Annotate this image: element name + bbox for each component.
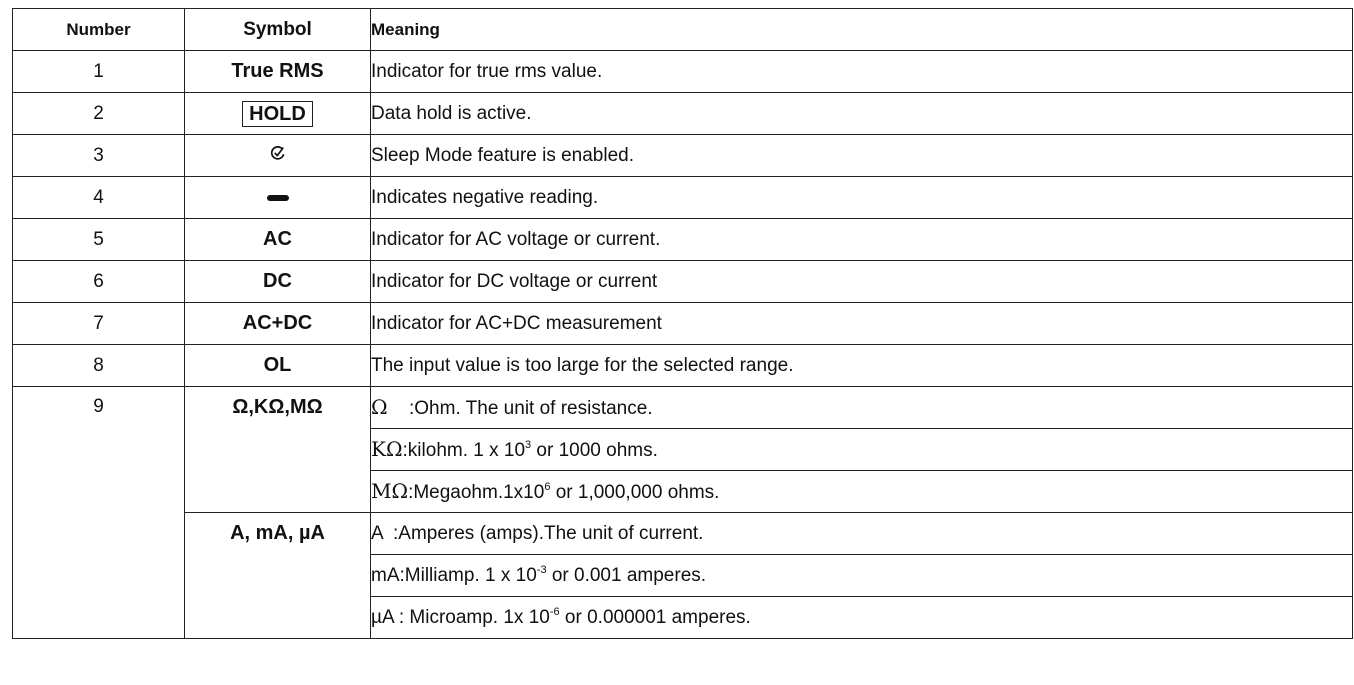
row-symbol: AC+DC [185, 303, 371, 345]
kilohm-unit: KΩ [371, 437, 403, 461]
table-row [13, 93, 1353, 135]
table-row [13, 135, 1353, 177]
row-number: 5 [13, 219, 185, 261]
ampere-unit: A [371, 522, 384, 544]
kilohm-meaning [371, 429, 1353, 471]
kilohm-text: :kilohm. 1 x 10 [402, 440, 526, 461]
megaohm-text: :Megaohm.1x10 [408, 482, 545, 503]
row-meaning: Indicator for AC+DC measurement [371, 303, 1353, 345]
row-number: 9 [13, 387, 185, 639]
table-row [13, 345, 1353, 387]
row-symbol [185, 93, 371, 135]
kilohm-tail: or 1000 ohms. [531, 440, 658, 461]
microamp-meaning [371, 597, 1353, 639]
ohm-text: :Ohm. The unit of resistance. [409, 398, 653, 419]
hold-symbol: HOLD [242, 101, 313, 127]
header-meaning: Meaning [371, 9, 1353, 51]
symbol-table [12, 8, 1353, 639]
megaohm-exponent: 6 [544, 481, 551, 493]
sleep-mode-icon [270, 145, 286, 166]
row-number: 8 [13, 345, 185, 387]
row-number: 2 [13, 93, 185, 135]
kilohm-exponent: 3 [525, 439, 532, 451]
resistance-symbol: Ω,KΩ,MΩ [185, 387, 371, 513]
row-meaning: Indicator for DC voltage or current [371, 261, 1353, 303]
milliamp-exponent: -3 [536, 563, 547, 576]
ohm-meaning [371, 387, 1353, 429]
table-row [13, 219, 1353, 261]
negative-bar-icon [267, 195, 289, 201]
row-number: 1 [13, 51, 185, 93]
row-number: 4 [13, 177, 185, 219]
current-symbol: A, mA, µA [185, 513, 371, 639]
table-row [13, 261, 1353, 303]
milliamp-text: mA:Milliamp. 1 x 10 [371, 564, 537, 586]
table-row [13, 303, 1353, 345]
table-row [13, 177, 1353, 219]
row-number: 7 [13, 303, 185, 345]
row-meaning: Indicator for true rms value. [371, 51, 1353, 93]
row-symbol: AC [185, 219, 371, 261]
row-symbol: True RMS [185, 51, 371, 93]
table-row [13, 51, 1353, 93]
ampere-text: :Amperes (amps).The unit of current. [393, 522, 704, 544]
megaohm-meaning [371, 471, 1353, 513]
megaohm-tail: or 1,000,000 ohms. [550, 482, 720, 503]
row-symbol [185, 135, 371, 177]
row-symbol [185, 177, 371, 219]
row-number: 6 [13, 261, 185, 303]
header-symbol: Symbol [185, 9, 371, 51]
row-meaning: Indicator for AC voltage or current. [371, 219, 1353, 261]
microamp-tail: or 0.000001 amperes. [559, 606, 751, 628]
row-symbol: OL [185, 345, 371, 387]
row-meaning: Sleep Mode feature is enabled. [371, 135, 1353, 177]
row-number: 3 [13, 135, 185, 177]
header-number: Number [13, 9, 185, 51]
ampere-meaning [371, 513, 1353, 555]
ohm-unit: Ω [371, 395, 388, 419]
table-row [13, 387, 1353, 429]
milliamp-meaning [371, 555, 1353, 597]
row-meaning: Data hold is active. [371, 93, 1353, 135]
microamp-exponent: -6 [549, 605, 560, 618]
table-header-row [13, 9, 1353, 51]
row-symbol: DC [185, 261, 371, 303]
milliamp-tail: or 0.001 amperes. [546, 564, 707, 586]
megaohm-unit: MΩ [371, 479, 409, 503]
row-meaning: The input value is too large for the selected range. [371, 345, 1353, 387]
microamp-text: µA : Microamp. 1x 10 [371, 606, 550, 628]
row-meaning: Indicates negative reading. [371, 177, 1353, 219]
table-row [13, 513, 1353, 555]
